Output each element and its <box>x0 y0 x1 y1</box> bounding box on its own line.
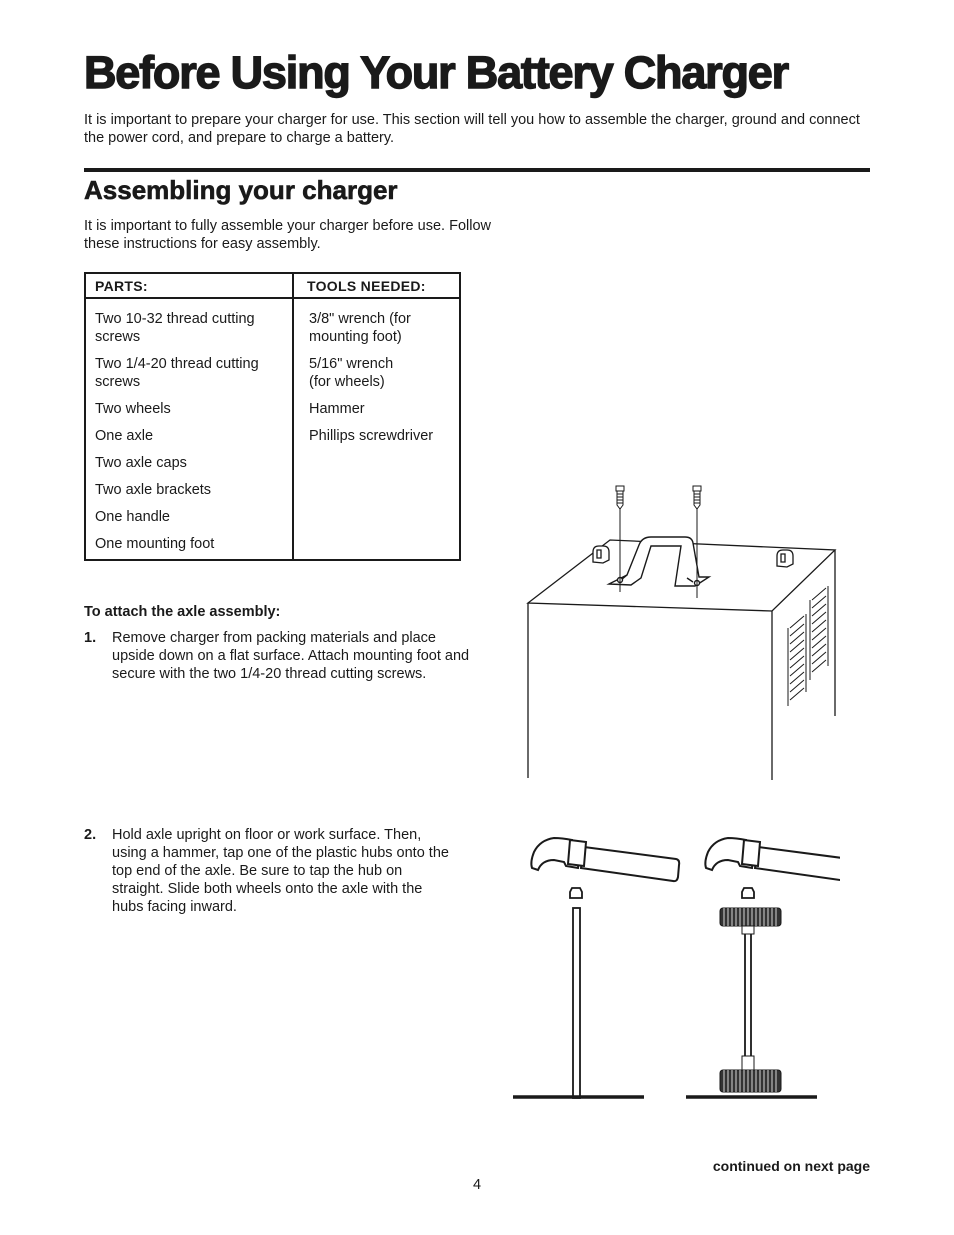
parts-tools-table <box>84 272 461 561</box>
axle-left <box>570 888 582 1098</box>
vent-slots <box>788 586 828 706</box>
parts-header: PARTS: <box>95 278 148 294</box>
page-number: 4 <box>472 1177 482 1193</box>
step-1 <box>84 629 474 709</box>
tools-item: Hammer <box>309 401 365 417</box>
axle-assembly-heading: To attach the axle assembly: <box>84 604 281 620</box>
continued-note: continued on next page <box>712 1158 870 1174</box>
tools-item: 3/8" wrench (for mounting foot) <box>309 311 411 345</box>
parts-item: Two wheels <box>95 401 171 417</box>
parts-item: One handle <box>95 509 170 525</box>
tools-item: Phillips screwdriver <box>309 428 434 444</box>
hammer-icon <box>531 838 679 881</box>
tools-item: 5/16" wrench (for wheels) <box>309 356 394 390</box>
hammer-icon <box>705 838 840 881</box>
axle-hammer-illustration <box>510 830 840 1102</box>
page-intro: It is important to prepare your charger for use. This section will tell you how to assemble the charger, ground and connect the power cord, and prepare to charge a battery. <box>84 112 860 146</box>
axle-bracket-right <box>777 550 793 567</box>
wheel-bottom <box>720 1056 781 1092</box>
section-intro: It is important to fully assemble your charger before use. Follow these instructions for easy assembly. <box>84 218 491 252</box>
parts-item: Two axle caps <box>95 455 187 471</box>
step-2 <box>84 826 474 926</box>
axle-bracket-left <box>593 546 609 563</box>
parts-item: One mounting foot <box>95 536 215 552</box>
section-heading: Assembling your charger <box>84 175 398 205</box>
tools-list <box>309 310 454 454</box>
table-column-divider <box>292 274 294 559</box>
step-text: Hold axle upright on floor or work surface. Then, using a hammer, tap one of the plastic hubs onto the top end of the axle. Be sure to tap the hub on straight. Slide both wheels onto the axle with the hubs facing inward. <box>112 827 449 915</box>
table-header-divider <box>86 297 459 299</box>
tools-header: TOOLS NEEDED: <box>307 278 426 294</box>
section-divider <box>84 168 870 172</box>
wheel-top <box>720 908 781 934</box>
parts-item: Two 10-32 thread cutting screws <box>95 311 255 345</box>
parts-item: One axle <box>95 428 154 444</box>
parts-item: Two 1/4-20 thread cutting screws <box>95 356 259 390</box>
step-number: 1. <box>84 630 97 646</box>
step-number: 2. <box>84 827 97 843</box>
step-text: Remove charger from packing materials and place upside down on a flat surface. Attach mounting foot and secure with the two 1/4-20 thread cutting screws. <box>112 630 470 682</box>
charger-mounting-foot-illustration <box>515 480 845 785</box>
page-title: Before Using Your Battery Charger <box>84 47 788 98</box>
parts-item: Two axle brackets <box>95 482 212 498</box>
parts-list <box>95 310 285 562</box>
